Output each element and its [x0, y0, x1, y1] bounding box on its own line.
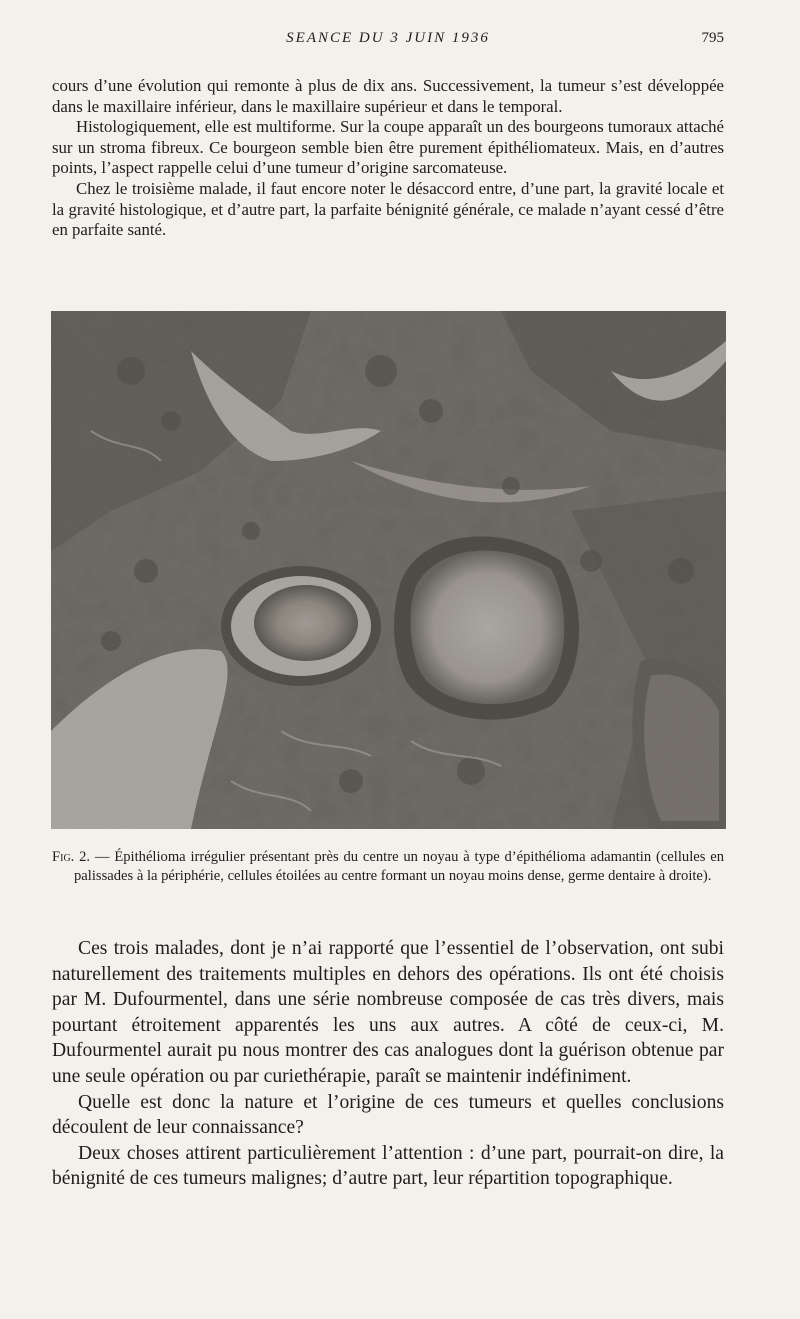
figure-caption-text: — Épithélioma irrégulier présentant près du centre un noyau à type d’épithélioma adamantin (cellules en palissades à la périphérie, cellules étoilées au centre formant un noyau moins dense, germe dentaire à droite).	[74, 849, 724, 885]
paragraph: Chez le troisième malade, il faut encore noter le désaccord entre, d’une part, la gravité locale et la gravité histologique, et d’autre part, la parfaite bénignité générale, ce malade n’ayant cessé d’être en parfaite santé.	[52, 178, 724, 240]
figure-caption	[52, 848, 724, 886]
paragraph: Ces trois malades, dont je n’ai rapporté que l’essentiel de l’observation, ont subi naturellement des traitements multiples en dehors des opérations. Ils ont été choisis par M. Dufourmentel, dans une série nombreuse composée de cas très divers, mais pourtant étroitement apparentés les uns aux autres. A côté de ceux-ci, M. Dufourmentel aurait pu nous montrer des cas analogues dont la guérison obtenue par une seule opération ou par curiethérapie, paraît se maintenir indéfiniment.	[52, 938, 724, 1087]
paragraph: Histologiquement, elle est multiforme. Sur la coupe apparaît un des bourgeons tumoraux attaché sur un stroma fibreux. Ce bourgeon semble bien être purement épithéliomateux. Mais, en d’autres points, l’aspect rappelle celui d’une tumeur d’origine sarcomateuse.	[52, 117, 724, 178]
main-text-section	[52, 936, 724, 1192]
histology-micrograph	[51, 311, 726, 829]
paragraph: Quelle est donc la nature et l’origine de ces tumeurs et quelles conclusions découlent de leur connaissance?	[52, 1091, 724, 1139]
running-head	[52, 30, 724, 56]
small-print-section	[52, 76, 724, 241]
paragraph: Deux choses attirent particulièrement l’attention : d’une part, pourrait-on dire, la bénignité de ces tumeurs malignes; d’autre part, leur répartition topographique.	[52, 1142, 724, 1190]
figure-label: Fig. 2.	[52, 849, 91, 865]
paragraph: cours d’une évolution qui remonte à plus de dix ans. Successivement, la tumeur s’est développée dans le maxillaire inférieur, dans le maxillaire supérieur et dans le temporal.	[52, 76, 724, 116]
running-title: SEANCE DU 3 JUIN 1936	[286, 30, 490, 46]
page-number: 795	[701, 30, 724, 46]
